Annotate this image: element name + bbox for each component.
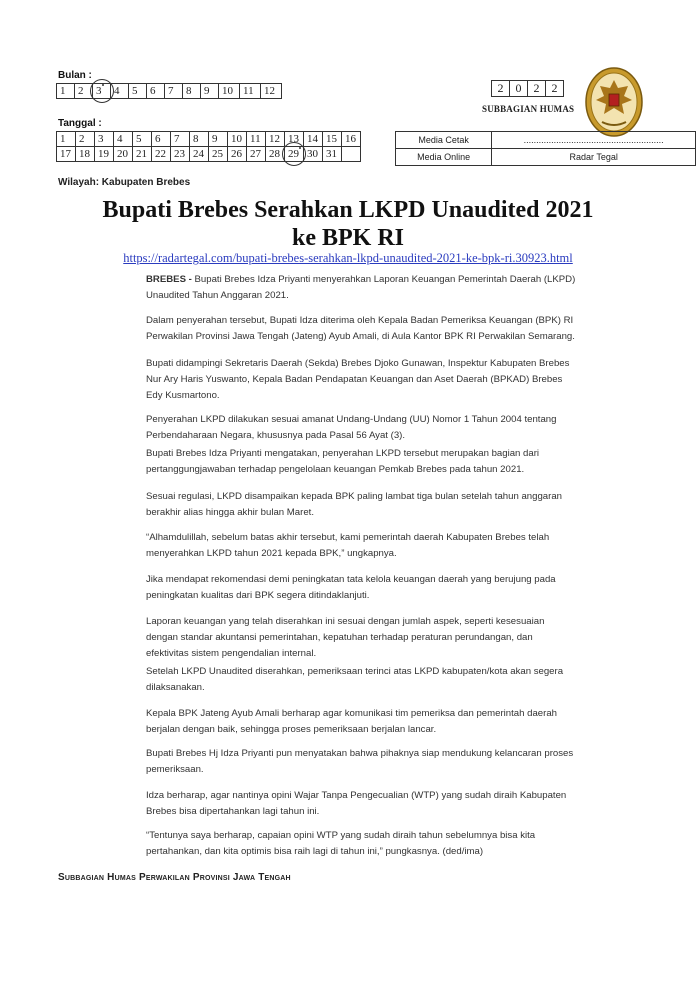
date-cell: 21 (133, 147, 152, 162)
date-cell: 13 (285, 132, 304, 147)
date-cell: 23 (171, 147, 190, 162)
paragraph-2: Dalam penyerahan tersebut, Bupati Idza diterima oleh Kepala Badan Pemeriksa Keuangan (BPK) RI Perwakilan Provinsi Jawa Tengah (Jateng) Ayub Amali, di Aula Kantor BPK RI Perwakilan Semarang. (146, 315, 575, 342)
selection-circle (90, 79, 114, 103)
paragraph-8: Jika mendapat rekomendasi demi peningkatan tata kelola keuangan daerah yang berujung pada peningkatan kualitas dari BPK segera ditindaklanjuti. (146, 574, 556, 601)
media-cetak-value: ........................................................ (492, 132, 696, 149)
date-cell: 6 (152, 132, 171, 147)
date-cell (342, 147, 361, 162)
date-cell: 7 (171, 132, 190, 147)
article-title-line1: Bupati Brebes Serahkan LKPD Unaudited 2021 (102, 197, 594, 223)
date-cell: 14 (304, 132, 323, 147)
year-digit: 2 (492, 81, 510, 97)
date-cell: 19 (95, 147, 114, 162)
paragraph-12: Bupati Brebes Hj Idza Priyanti pun menyatakan bahwa pihaknya siap mendukung kelancaran proses pemeriksaan. (146, 748, 574, 775)
paragraph-7: “Alhamdulillah, sebelum batas akhir tersebut, kami pemerintah daerah Kabupaten Brebes telah menyerahkan LKPD tahun 2021 kepada BPK,” ungkapnya. (146, 532, 550, 559)
date-cell: 8 (190, 132, 209, 147)
paragraph-10: Setelah LKPD Unaudited diserahkan, pemeriksaan terinci atas LKPD kabupaten/kota akan segera dilaksanakan. (146, 666, 564, 693)
paragraph-1: BREBES - Bupati Brebes Idza Priyanti menyerahkan Laporan Keuangan Pemerintah Daerah (LKPD) Unaudited Tahun Anggaran 2021. (146, 274, 576, 301)
date-cell: 17 (57, 147, 76, 162)
month-cell: 3 (93, 84, 111, 99)
date-cell: 30 (304, 147, 323, 162)
garuda-logo-icon (584, 66, 644, 138)
month-cell: 6 (147, 84, 165, 99)
paragraph-6: Sesuai regulasi, LKPD disampaikan kepada BPK paling lambat tiga bulan setelah tahun anggaran berakhir alias hingga akhir bulan Maret. (146, 491, 563, 518)
date-cell: 26 (228, 147, 247, 162)
article-title-line2: ke BPK RI (291, 225, 404, 251)
footer-unit: Subbagian Humas Perwakilan Provinsi Jawa Tengah (58, 872, 291, 883)
unit-label: SUBBAGIAN HUMAS (482, 104, 575, 114)
month-cell: 11 (240, 84, 261, 99)
date-cell: 5 (133, 132, 152, 147)
wilayah: Wilayah: Kabupaten Brebes (58, 177, 191, 188)
date-cell: 15 (323, 132, 342, 147)
tanggal-label: Tanggal : (58, 118, 102, 129)
media-online-value: Radar Tegal (492, 149, 696, 166)
paragraph-9: Laporan keuangan yang telah diserahkan ini sesuai dengan jumlah aspek, seperti kesesuaian dengan standar akuntansi pemerintahan, kepatuhan terhadap peraturan perundangan, dan efektivitas sistem pengendalian internal. (146, 616, 545, 659)
month-cell: 4 (111, 84, 129, 99)
date-cell: 24 (190, 147, 209, 162)
month-cell: 12 (261, 84, 282, 99)
date-cell: 31 (323, 147, 342, 162)
date-cell: 20 (114, 147, 133, 162)
date-cell: 27 (247, 147, 266, 162)
paragraph-5: Bupati Brebes Idza Priyanti mengatakan, penyerahan LKPD tersebut merupakan bagian dari pertanggungjawaban terhadap pengelolaan keuangan Pemkab Brebes pada tahun 2021. (146, 448, 540, 475)
dateline: BREBES - (146, 274, 192, 285)
month-cell: 8 (183, 84, 201, 99)
date-cell: 2 (76, 132, 95, 147)
media-cetak-label: Media Cetak (396, 132, 492, 149)
selection-circle (282, 142, 306, 166)
month-cell: 9 (201, 84, 219, 99)
date-cell: 25 (209, 147, 228, 162)
year-boxes (491, 80, 564, 97)
date-cell: 10 (228, 132, 247, 147)
article-url-link[interactable]: https://radartegal.com/bupati-brebes-serahkan-lkpd-unaudited-2021-ke-bpk-ri.30923.html (123, 251, 573, 265)
date-cell: 12 (266, 132, 285, 147)
month-grid (56, 83, 282, 99)
date-cell: 4 (114, 132, 133, 147)
date-cell: 22 (152, 147, 171, 162)
month-cell: 7 (165, 84, 183, 99)
date-cell: 9 (209, 132, 228, 147)
date-grid (56, 131, 361, 162)
media-table (395, 131, 696, 166)
year-digit: 2 (546, 81, 564, 97)
paragraph-11: Kepala BPK Jateng Ayub Amali berharap agar komunikasi tim pemeriksa dan pemerintah daerah berjalan dengan baik, sehingga proses pemeriksaan berjalan lancar. (146, 708, 557, 735)
date-cell: 29 (285, 147, 304, 162)
date-cell: 28 (266, 147, 285, 162)
paragraph-4: Penyerahan LKPD dilakukan sesuai amanat Undang-Undang (UU) Nomor 1 Tahun 2004 tentang Perbendaharaan Negara, khususnya pada Pasal 56 Ayat (3). (146, 414, 557, 441)
date-cell: 11 (247, 132, 266, 147)
media-online-label: Media Online (396, 149, 492, 166)
year-digit: 2 (528, 81, 546, 97)
month-cell: 2 (75, 84, 93, 99)
date-cell: 16 (342, 132, 361, 147)
date-cell: 18 (76, 147, 95, 162)
bulan-label: Bulan : (58, 70, 92, 81)
month-cell: 5 (129, 84, 147, 99)
year-digit: 0 (510, 81, 528, 97)
date-cell: 1 (57, 132, 76, 147)
month-cell: 1 (57, 84, 75, 99)
paragraph-14: “Tentunya saya berharap, capaian opini WTP yang sudah diraih tahun sebelumnya bisa kita pertahankan, dan kita optimis bisa raih lagi di tahun ini,” pungkasnya. (ded/ima) (146, 830, 536, 857)
paragraph-3: Bupati didampingi Sekretaris Daerah (Sekda) Brebes Djoko Gunawan, Inspektur Kabupaten Brebes Nur Ary Haris Yuswanto, Kepala Badan Pendapatan Keuangan dan Aset Daerah (BPKAD) Brebes Edy Kusmartono. (146, 358, 570, 401)
paragraph-13: Idza berharap, agar nantinya opini Wajar Tanpa Pengecualian (WTP) yang sudah diraih Kabupaten Brebes bisa dipertahankan lagi tahun ini. (146, 790, 567, 817)
month-cell: 10 (219, 84, 240, 99)
date-cell: 3 (95, 132, 114, 147)
